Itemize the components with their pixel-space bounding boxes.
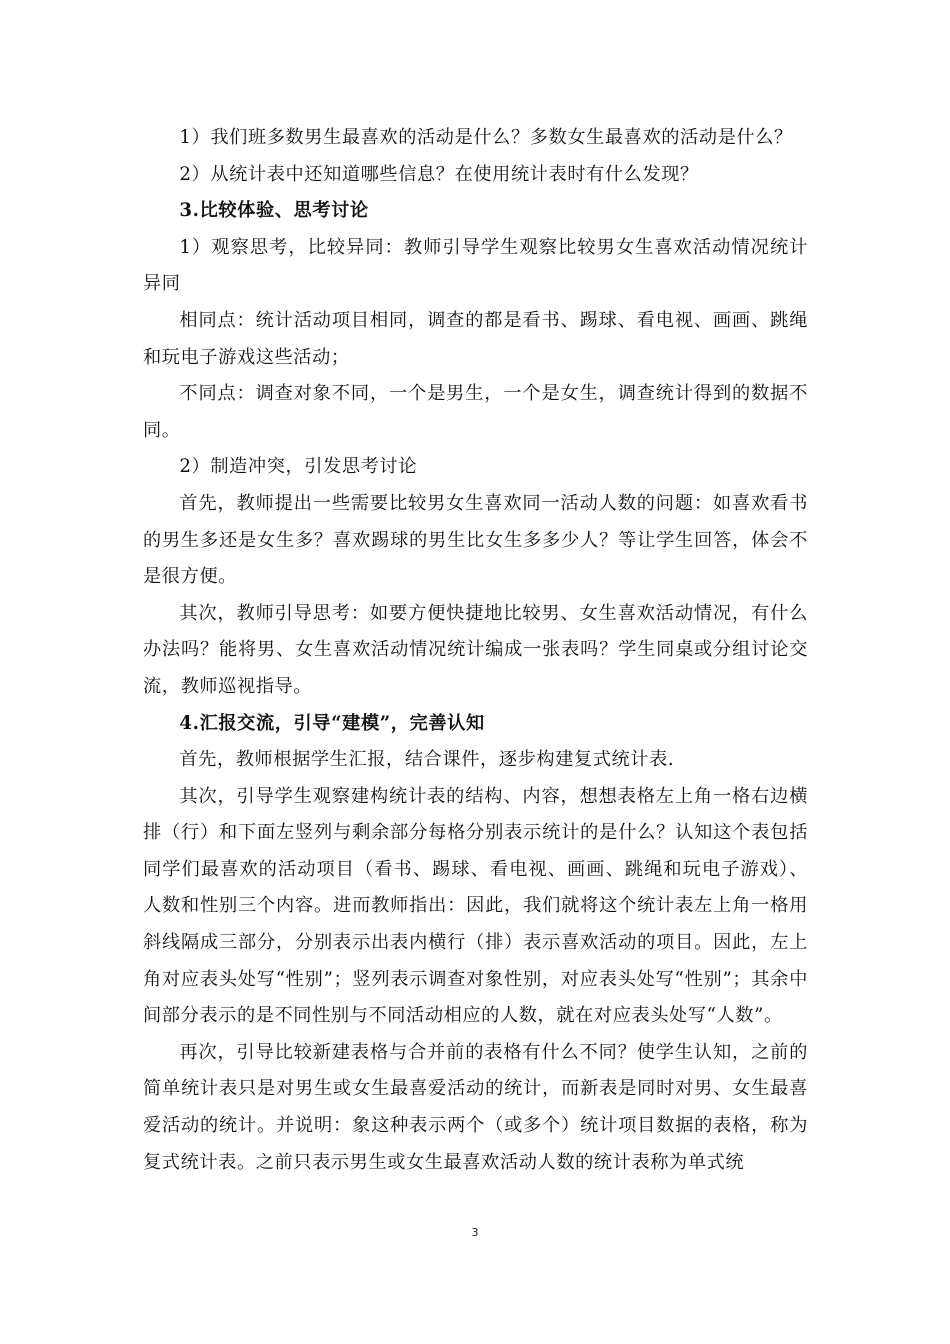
document-body [143, 120, 808, 1181]
paragraph-table-structure: 其次，引导学生观察建构统计表的结构、内容，想想表格左上角一格右边横排（行）和下面左竖列与剩余部分每格分别表示统计的是什么？认知这个表包括同学们最喜欢的活动项目（看书、踢球、看电视、画画、跳绳和玩电子游戏）、人数和性别三个内容。进而教师指出：因此，我们就将这个统计表左上角一格用斜线隔成三部分，分别表示出表内横行（排）表示喜欢活动的项目。因此，左上角对应表头处写“性别”；竖列表示调查对象性别，对应表头处写“性别”；其余中间部分表示的是不同性别与不同活动相应的人数，就在对应表头处写“人数”。 [143, 785, 808, 1027]
paragraph-build-table: 首先，教师根据学生汇报，结合课件，逐步构建复式统计表. [179, 749, 675, 771]
paragraph-similarities: 相同点：统计活动项目相同，调查的都是看书、踢球、看电视、画画、跳绳和玩电子游戏这些活动； [143, 309, 808, 368]
paragraph-second-guidance: 其次，教师引导思考：如要方便快捷地比较男、女生喜欢活动情况，有什么办法吗？能将男、女生喜欢活动情况统计编成一张表吗？学生同桌或分组讨论交流，教师巡视指导。 [143, 602, 808, 697]
paragraph-observe-compare: 1）观察思考，比较异同：教师引导学生观察比较男女生喜欢活动情况统计异同 [143, 236, 808, 295]
paragraph-first-questions: 首先，教师提出一些需要比较男女生喜欢同一活动人数的问题：如喜欢看书的男生多还是女生多？喜欢踢球的男生比女生多多少人？等让学生回答，体会不是很方便。 [143, 492, 808, 588]
paragraph-compare-tables: 再次，引导比较新建表格与合并前的表格有什么不同？使学生认知，之前的简单统计表只是对男生或女生最喜爱活动的统计，而新表是同时对男、女生最喜爱活动的统计。并说明：象这种表示两个（或多个）统计项目数据的表格，称为复式统计表。之前只表示男生或女生最喜欢活动人数的统计表称为单式统 [143, 1041, 808, 1173]
section-heading-3: 3.比较体验、思考讨论 [179, 200, 369, 222]
section-heading-4: 4.汇报交流，引导“建模”，完善认知 [179, 712, 485, 734]
page-number: 3 [471, 1226, 479, 1239]
paragraph-create-conflict: 2）制造冲突，引发思考讨论 [179, 456, 418, 478]
paragraph-question-1: 1）我们班多数男生最喜欢的活动是什么？多数女生最喜欢的活动是什么？ [179, 127, 793, 148]
paragraph-differences: 不同点：调查对象不同，一个是男生，一个是女生，调查统计得到的数据不同。 [143, 383, 808, 441]
paragraph-question-2: 2）从统计表中还知道哪些信息？在使用统计表时有什么发现？ [179, 163, 699, 185]
